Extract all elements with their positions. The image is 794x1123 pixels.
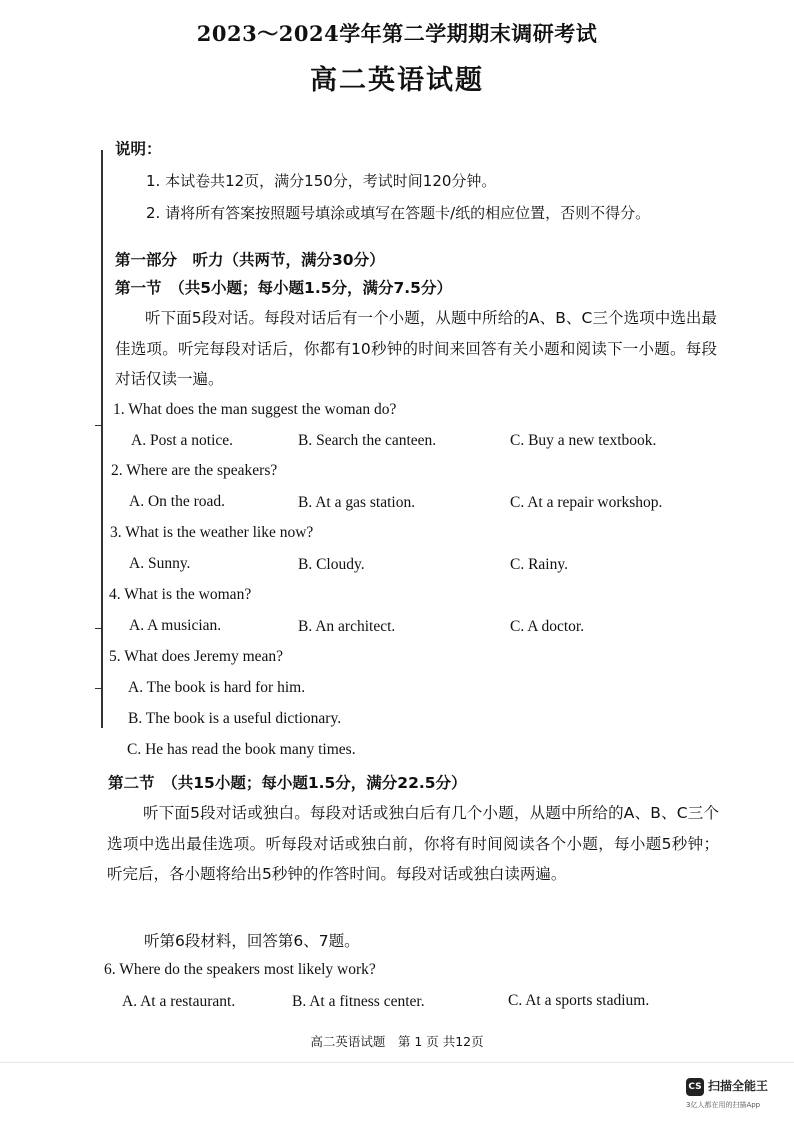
exam-title: 2023～2024学年第二学期期末调研考试 bbox=[196, 21, 598, 46]
instruction-item: 1. 本试卷共12页，满分150分，考试时间120分钟。 bbox=[146, 172, 497, 190]
material-note: 听第6段材料，回答第6、7题。 bbox=[144, 932, 360, 950]
camscanner-logo-icon: CS bbox=[686, 1078, 704, 1096]
question-stem: 3. What is the weather like now? bbox=[110, 524, 314, 541]
option-a: A. Sunny. bbox=[129, 555, 191, 572]
option-b: B. At a fitness center. bbox=[292, 993, 425, 1010]
page-footer: 高二英语试题 第 1 页 共12页 bbox=[310, 1034, 484, 1049]
divider bbox=[0, 1062, 794, 1063]
section1-directions: 听下面5段对话。每段对话后有一个小题，从题中所给的A、B、C三个选项中选出最佳选项。听完每段对话后，你都有10秒钟的时间来回答有关小题和阅读下一小题。每段对话仅读一遍。 bbox=[115, 309, 717, 388]
option-c: C. At a repair workshop. bbox=[510, 494, 663, 511]
question-stem: 6. Where do the speakers most likely work? bbox=[104, 961, 376, 978]
margin-tick bbox=[95, 628, 102, 629]
margin-line bbox=[101, 150, 103, 728]
option-c: C. Buy a new textbook. bbox=[510, 432, 657, 449]
option-c: C. He has read the book many times. bbox=[127, 741, 356, 758]
question-stem: 4. What is the woman? bbox=[109, 586, 252, 603]
margin-tick bbox=[95, 425, 102, 426]
section2-directions: 听下面5段对话或独白。每段对话或独白后有几个小题，从题中所给的A、B、C三个选项中选出最佳选项。听每段对话或独白前，你将有时间阅读各个小题，每小题5秒钟；听完后，各小题将给出5秒钟的作答时间。每段对话或独白读两遍。 bbox=[107, 804, 719, 883]
margin-tick bbox=[95, 688, 102, 689]
option-a: A. At a restaurant. bbox=[122, 993, 236, 1010]
option-a: A. On the road. bbox=[129, 493, 225, 510]
part1-title: 第一部分 听力（共两节，满分30分） bbox=[115, 251, 385, 269]
option-b: B. An architect. bbox=[298, 618, 396, 635]
question-stem: 5. What does Jeremy mean? bbox=[109, 648, 284, 665]
option-b: B. Search the canteen. bbox=[298, 432, 437, 449]
option-c: C. Rainy. bbox=[510, 556, 568, 573]
option-a: A. A musician. bbox=[129, 617, 222, 634]
option-c: C. At a sports stadium. bbox=[508, 992, 650, 1009]
instructions-label: 说明： bbox=[115, 140, 162, 158]
option-b: B. At a gas station. bbox=[298, 494, 416, 511]
option-b: B. Cloudy. bbox=[298, 556, 365, 573]
option-b: B. The book is a useful dictionary. bbox=[128, 710, 342, 727]
section2-title: 第二节 （共15小题；每小题1.5分，满分22.5分） bbox=[108, 774, 467, 792]
watermark-tagline: 3亿人都在用的扫描App bbox=[686, 1101, 761, 1109]
question-stem: 2. Where are the speakers? bbox=[111, 462, 278, 479]
option-c: C. A doctor. bbox=[510, 618, 585, 635]
subject-title: 高二英语试题 bbox=[310, 65, 484, 96]
question-stem: 1. What does the man suggest the woman do? bbox=[113, 401, 397, 418]
section1-title: 第一节 （共5小题；每小题1.5分，满分7.5分） bbox=[115, 279, 452, 297]
option-a: A. The book is hard for him. bbox=[128, 679, 306, 696]
instruction-item: 2. 请将所有答案按照题号填涂或填写在答题卡/纸的相应位置，否则不得分。 bbox=[146, 204, 651, 222]
option-a: A. Post a notice. bbox=[131, 432, 234, 449]
watermark-app-name: 扫描全能王 bbox=[708, 1079, 769, 1093]
